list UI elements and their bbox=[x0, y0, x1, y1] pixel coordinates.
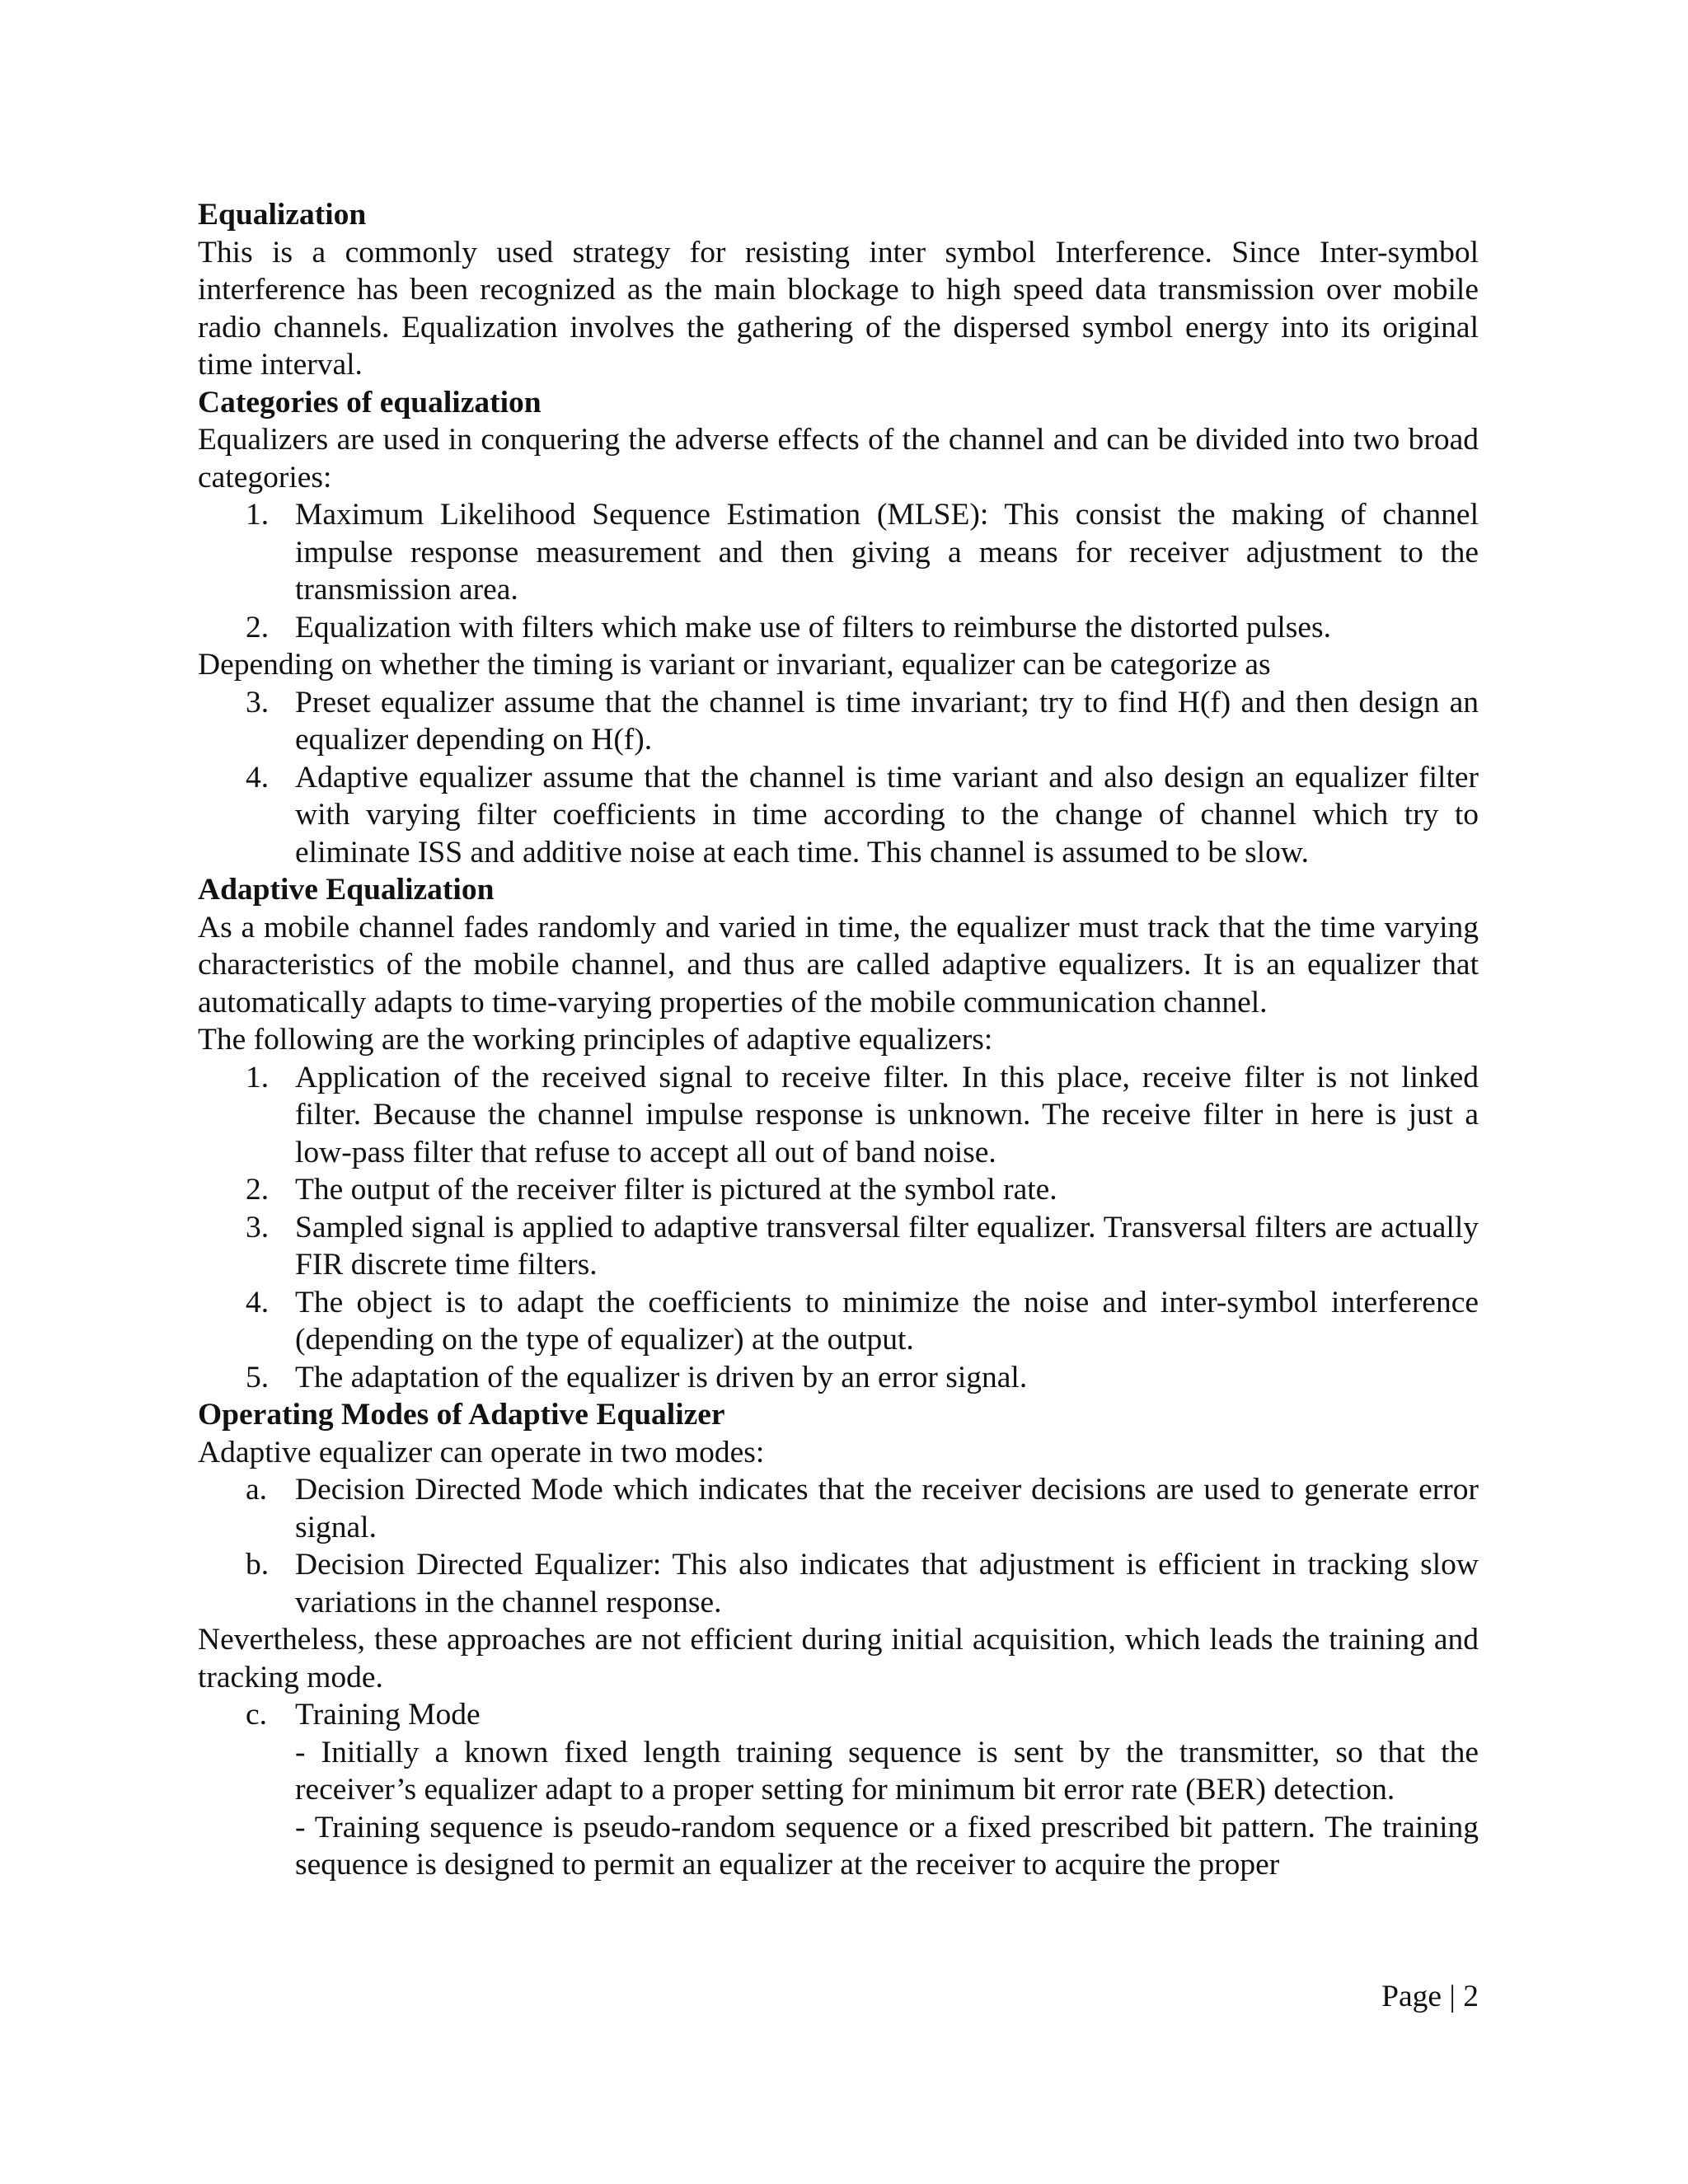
list-item bbox=[198, 1359, 1479, 1397]
list-item-text: The object is to adapt the coefficients to minimize the noise and inter-symbol interference (depending on the type of equalizer) at the output. bbox=[295, 1285, 1479, 1357]
list-item-text: Maximum Likelihood Sequence Estimation (MLSE): This consist the making of channel impulse response measurement and then giving a means for receiver adjustment to the transmission area. bbox=[295, 498, 1479, 607]
paragraph-categories-intro: Equalizers are used in conquering the adverse effects of the channel and can be divided into two broad categories: bbox=[198, 423, 1479, 494]
list-number: 5. bbox=[246, 1360, 270, 1394]
list-item bbox=[198, 759, 1479, 872]
list-item-text: Sampled signal is applied to adaptive transversal filter equalizer. Transversal filters are actually FIR discrete time filters. bbox=[295, 1210, 1479, 1282]
heading-categories: Categories of equalization bbox=[198, 385, 542, 419]
list-letter: b. bbox=[246, 1548, 270, 1582]
list-modes bbox=[198, 1471, 1479, 1621]
training-point: - Initially a known fixed length training sequence is sent by the transmitter, so that the receiver’s equalizer adapt to a proper setting for minimum bit error rate (BER) detection. bbox=[295, 1735, 1479, 1807]
list-number: 3. bbox=[246, 1210, 270, 1244]
list-item-training-mode bbox=[198, 1696, 1479, 1884]
list-training bbox=[198, 1696, 1479, 1884]
list-item bbox=[198, 609, 1479, 647]
list-item bbox=[198, 1284, 1479, 1359]
page-number: Page | 2 bbox=[1381, 1980, 1479, 2013]
list-item bbox=[198, 1471, 1479, 1546]
list-item bbox=[198, 1209, 1479, 1284]
list-principles bbox=[198, 1059, 1479, 1397]
list-equalizer-types bbox=[198, 684, 1479, 872]
list-number: 4. bbox=[246, 1285, 270, 1319]
list-number: 3. bbox=[246, 685, 270, 719]
list-categories bbox=[198, 496, 1479, 646]
paragraph-equalization: This is a commonly used strategy for resisting inter symbol Interference. Since Inter-symbol interference has been recognized as the main blockage to high speed data transmission over mobile radio channels. Equalization involves the gathering of the dispersed symbol energy into its original time interval. bbox=[198, 235, 1479, 382]
heading-adaptive-equalization: Adaptive Equalization bbox=[198, 873, 495, 907]
list-number: 2. bbox=[246, 1173, 270, 1207]
list-number: 2. bbox=[246, 610, 270, 644]
list-item-text: The adaptation of the equalizer is driven by an error signal. bbox=[295, 1360, 1028, 1394]
list-item-text: Decision Directed Mode which indicates that the receiver decisions are used to generate error signal. bbox=[295, 1473, 1479, 1544]
list-item-text: Application of the received signal to receive filter. In this place, receive filter is not linked filter. Because the channel impulse response is unknown. The receive filter in here is just a low-pass filter that refuse to accept all out of band noise. bbox=[295, 1060, 1479, 1169]
list-item bbox=[198, 1059, 1479, 1172]
training-point: - Training sequence is pseudo-random sequence or a fixed prescribed bit pattern. The training sequence is designed to permit an equalizer at the receiver to acquire the proper bbox=[295, 1810, 1479, 1882]
list-letter: c. bbox=[246, 1698, 268, 1732]
heading-equalization: Equalization bbox=[198, 198, 367, 232]
paragraph-timing: Depending on whether the timing is variant or invariant, equalizer can be categorize as bbox=[198, 648, 1271, 682]
paragraph-acquisition: Nevertheless, these approaches are not efficient during initial acquisition, which leads the training and tracking mode. bbox=[198, 1623, 1479, 1694]
list-item bbox=[198, 1546, 1479, 1621]
training-mode-title: Training Mode bbox=[295, 1698, 481, 1732]
list-item bbox=[198, 1171, 1479, 1209]
list-item bbox=[198, 684, 1479, 759]
list-number: 1. bbox=[246, 498, 270, 532]
paragraph-adaptive: As a mobile channel fades randomly and varied in time, the equalizer must track that the time varying characteristics of the mobile channel, and thus are called adaptive equalizers. It is an equalizer that automatically adapts to time-varying properties of the mobile communication channel. bbox=[198, 910, 1479, 1019]
heading-operating-modes: Operating Modes of Adaptive Equalizer bbox=[198, 1398, 725, 1432]
list-item-text: Decision Directed Equalizer: This also indicates that adjustment is efficient in tracking slow variations in the channel response. bbox=[295, 1548, 1479, 1619]
list-item-text: Adaptive equalizer assume that the channel is time variant and also design an equalizer filter with varying filter coefficients in time according to the change of channel which try to eliminate ISS and additive noise at each time. This channel is assumed to be slow. bbox=[295, 760, 1479, 869]
list-letter: a. bbox=[246, 1473, 268, 1507]
paragraph-principles-intro: The following are the working principles of adaptive equalizers: bbox=[198, 1023, 993, 1057]
list-item bbox=[198, 496, 1479, 609]
list-item-text: Equalization with filters which make use of filters to reimburse the distorted pulses. bbox=[295, 610, 1331, 644]
list-item-text: The output of the receiver filter is pictured at the symbol rate. bbox=[295, 1173, 1057, 1207]
list-number: 1. bbox=[246, 1060, 270, 1094]
paragraph-modes-intro: Adaptive equalizer can operate in two modes: bbox=[198, 1435, 765, 1469]
list-number: 4. bbox=[246, 760, 270, 794]
list-item-text: Preset equalizer assume that the channel is time invariant; try to find H(f) and then design an equalizer depending on H(f). bbox=[295, 685, 1479, 757]
